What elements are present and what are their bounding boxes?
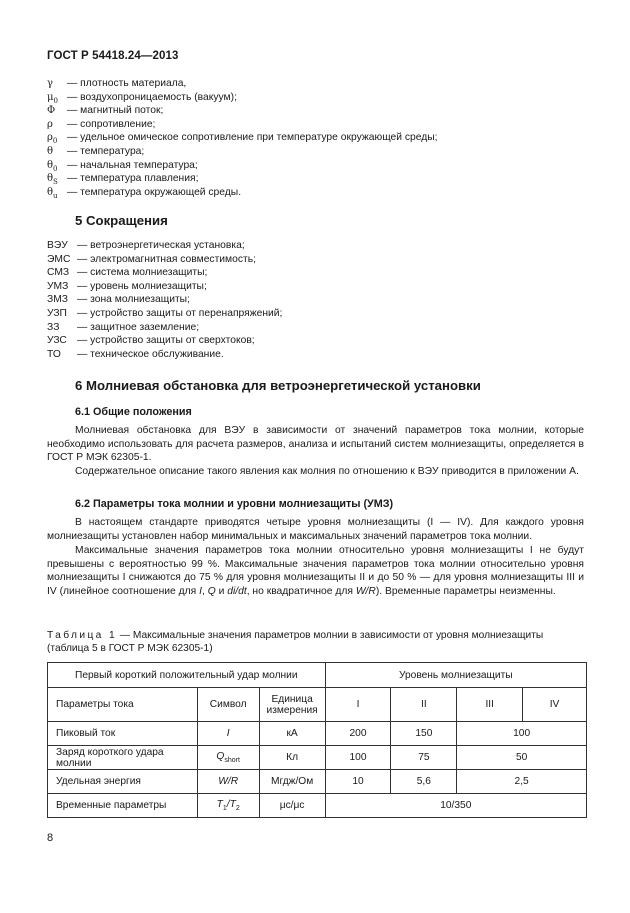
column-header: III bbox=[457, 688, 523, 722]
paragraph: Содержательное описание такого явления как молния по отношению к ВЭУ приводится в приложении А. bbox=[75, 466, 579, 477]
paragraph: В настоящем стандарте приводятся четыре уровня молниезащиты (I — IV). Для каждого уровня молниезащиты установлен набор минимальных и максимальных значений параметров тока молнии. bbox=[47, 517, 584, 542]
section-6-1-heading: 6.1 Общие положения bbox=[75, 406, 192, 418]
table-cell: 100 bbox=[325, 746, 391, 770]
column-header: II bbox=[391, 688, 457, 722]
table-cell: 10/350 bbox=[325, 794, 586, 818]
table-caption: Таблица 1 — Максимальные значения параметров молнии в зависимости от уровня молниезащиты (таблица 5 в ГОСТ Р МЭК 62305-1) bbox=[47, 630, 544, 654]
table-cell: 100 bbox=[457, 722, 587, 746]
table-cell: Мгдж/Ом bbox=[259, 770, 325, 794]
list-item: УМЗ — уровень молниезащиты; bbox=[47, 280, 207, 292]
column-header: Параметры тока bbox=[48, 688, 198, 722]
table-cell: 10 bbox=[325, 770, 391, 794]
section-5-heading: 5 Сокращения bbox=[75, 213, 168, 228]
list-item: ЗЗ — защитное заземление; bbox=[47, 321, 200, 333]
list-item: $\theta_u$ — температура окружающей среды. bbox=[47, 186, 242, 200]
list-item: ВЭУ — ветроэнергетическая установка; bbox=[47, 240, 245, 251]
list-item: СМЗ — система молниезащиты; bbox=[47, 267, 208, 279]
table-cell: 75 bbox=[391, 746, 457, 770]
document-header: ГОСТ Р 54418.24—2013 bbox=[47, 50, 179, 62]
table-cell: Удельная энергия bbox=[48, 770, 198, 794]
table-row bbox=[48, 746, 587, 770]
section-6-heading: 6 Молниевая обстановка для ветроэнергетической установки bbox=[75, 378, 481, 393]
table-cell: I bbox=[197, 722, 259, 746]
column-header: I bbox=[325, 688, 391, 722]
paragraph: Максимальные значения параметров тока молнии относительно уровня молниезащиты I не будут превышены с вероятностью 99 %. Максимальные значения параметров тока молнии относительно уровня молниезащиты I снижаются до 75 % для уровня молниезащиты II и до 50 % — для уровня молниезащиты III и IV (линейное соотношение для I, Q и di/dt, но квадратичное для W/R). Временные параметры неизменны. bbox=[47, 545, 584, 597]
page-number: 8 bbox=[47, 832, 54, 844]
table-cell: Заряд короткого удара молнии bbox=[48, 746, 198, 770]
table-cell: $T_1/T_2$ bbox=[197, 794, 259, 818]
table-cell: 150 bbox=[391, 722, 457, 746]
table-row bbox=[48, 722, 587, 746]
list-item: ЗМЗ — зона молниезащиты; bbox=[47, 294, 190, 306]
table-cell: 2,5 bbox=[457, 770, 587, 794]
abbreviations-list bbox=[47, 239, 282, 361]
group-header: Первый короткий положительный удар молнии bbox=[48, 663, 326, 688]
table-cell: кА bbox=[259, 722, 325, 746]
column-header: Символ bbox=[197, 688, 259, 722]
section-6-2-heading: 6.2 Параметры тока молнии и уровни молниезащиты (УМЗ) bbox=[75, 498, 394, 510]
paragraph: Молниевая обстановка для ВЭУ в зависимости от значений параметров тока молнии, которые необходимо использовать для расчета размеров, анализа и испытаний систем молниезащиты, определяется в ГОСТ Р МЭК 62305-1. bbox=[47, 425, 584, 464]
list-item: ρ — сопротивление; bbox=[47, 118, 156, 130]
list-item: ТО — техническое обслуживание. bbox=[47, 348, 224, 360]
table-cell: Пиковый ток bbox=[48, 722, 198, 746]
table-cell: Кл bbox=[259, 746, 325, 770]
table-cell: 200 bbox=[325, 722, 391, 746]
table-cell: Временные параметры bbox=[48, 794, 198, 818]
table-row bbox=[48, 794, 587, 818]
list-item: Φ — магнитный поток; bbox=[47, 105, 164, 117]
list-item: $\theta_0$ — начальная температура; bbox=[47, 159, 198, 173]
list-item: $\theta_S$ — температура плавления; bbox=[47, 173, 199, 187]
level-header: Уровень молниезащиты bbox=[325, 663, 586, 688]
list-item: УЗС — устройство защиты от сверхтоков; bbox=[47, 335, 255, 347]
lightning-parameters-table bbox=[47, 662, 587, 818]
table-cell: $Q_{short}$ bbox=[197, 746, 259, 770]
table-cell: μс/μс bbox=[259, 794, 325, 818]
list-item: УЗП — устройство защиты от перенапряжений; bbox=[47, 307, 283, 319]
list-item: $\mu_0$ — воздухопроницаемость (вакуум); bbox=[47, 91, 237, 105]
table-cell: W/R bbox=[197, 770, 259, 794]
table-cell: 50 bbox=[457, 746, 587, 770]
list-item: ЭМС — электромагнитная совместимость; bbox=[47, 253, 256, 265]
table-cell: 5,6 bbox=[391, 770, 457, 794]
symbols-list bbox=[47, 77, 438, 199]
list-item: θ — температура; bbox=[47, 145, 145, 157]
column-header: Единица измерения bbox=[259, 688, 325, 722]
table-row bbox=[48, 770, 587, 794]
list-item: $\rho_0$ — удельное омическое сопротивление при температуре окружающей среды; bbox=[47, 132, 438, 146]
list-item: γ — плотность материала, bbox=[47, 78, 187, 89]
column-header: IV bbox=[523, 688, 587, 722]
